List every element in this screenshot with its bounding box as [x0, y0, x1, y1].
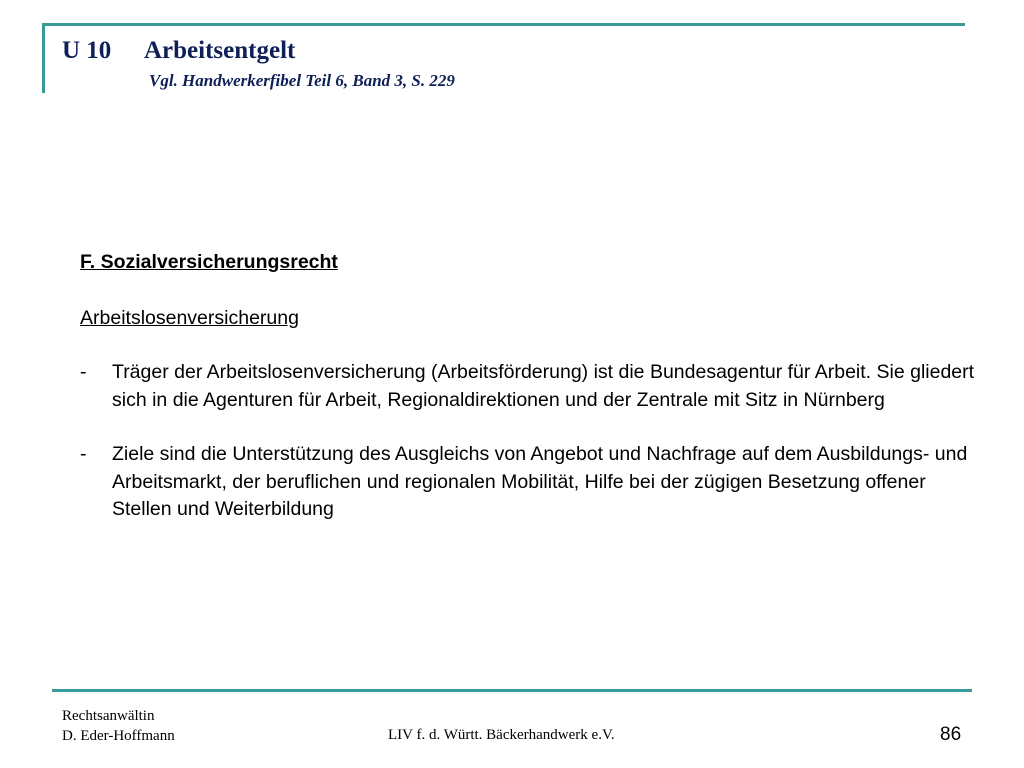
bullet-text: Träger der Arbeitslosenversicherung (Arbeitsförderung) ist die Bundesagentur für Arbeit. Sie gliedert sich in die Agenturen für Arbeit, Regionaldirektionen und der Zentrale mit Sitz in Nürnberg	[112, 361, 975, 411]
bullet-text: Ziele sind die Unterstützung des Ausgleichs von Angebot und Nachfrage auf dem Ausbildungs- und Arbeitsmarkt, der beruflichen und regionalen Mobilität, Hilfe bei der zügigen Besetzung offener Stellen und Weiterbildung	[112, 443, 968, 520]
title-text: Arbeitsentgelt	[144, 37, 296, 64]
header-accent-bar	[42, 23, 45, 93]
footer-divider	[52, 689, 972, 692]
slide-body	[80, 249, 980, 551]
bullet-item	[80, 359, 980, 414]
title-code: U 10	[62, 37, 112, 64]
footer-author-name: D. Eder-Hoffmann	[62, 728, 175, 744]
footer-author	[62, 706, 175, 746]
slide-title	[62, 37, 295, 65]
bullet-marker: -	[80, 443, 87, 465]
section-heading: F. Sozialversicherungsrecht	[80, 251, 338, 273]
slide-subtitle: Vgl. Handwerkerfibel Teil 6, Band 3, S. 229	[149, 71, 455, 90]
sub-heading: Arbeitslosenversicherung	[80, 306, 299, 329]
bullet-item	[80, 441, 980, 524]
page-number: 86	[940, 724, 962, 745]
footer-organization: LIV f. d. Württ. Bäckerhandwerk e.V.	[388, 727, 615, 743]
bullet-list	[80, 359, 980, 524]
footer-author-title: Rechtsanwältin	[62, 708, 155, 724]
bullet-marker: -	[80, 361, 87, 383]
header-accent-line	[42, 23, 965, 26]
